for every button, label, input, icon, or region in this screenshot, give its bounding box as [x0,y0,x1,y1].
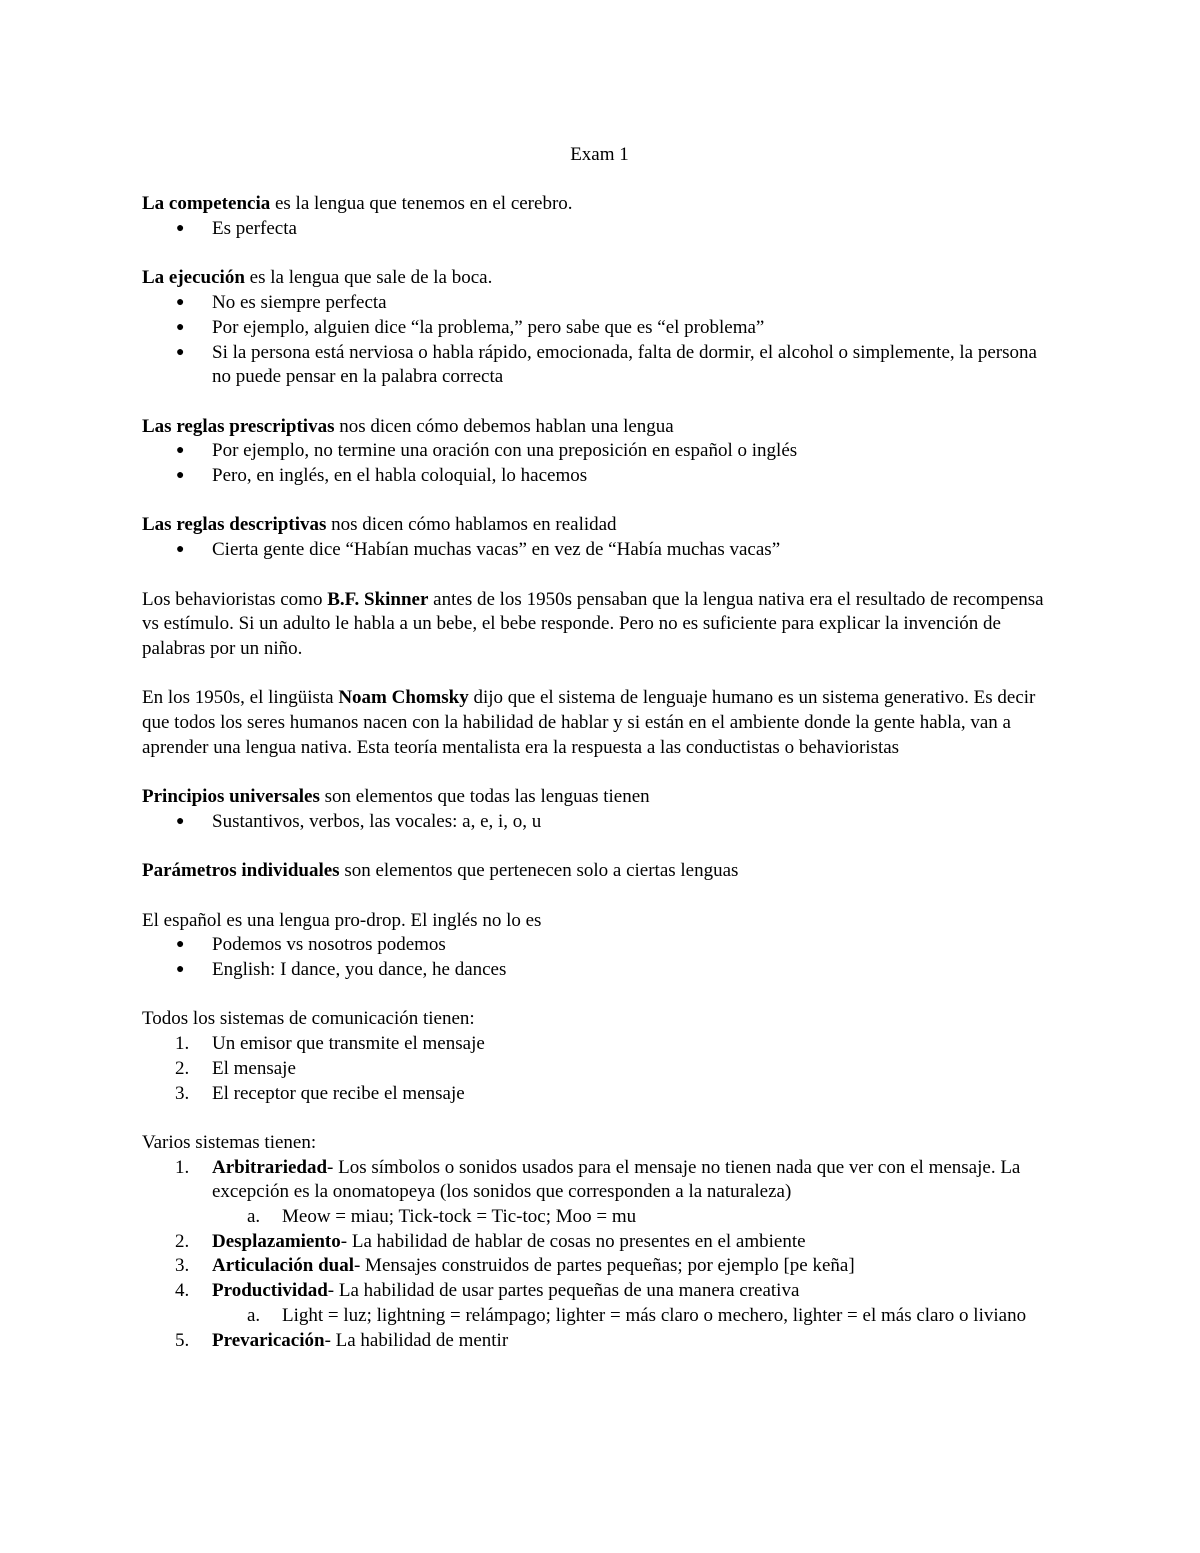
ejecucion-bullets [142,291,1057,390]
list-item: ● Por ejemplo, no termine una oración con una preposición en español o inglés [142,439,1057,464]
list-item: ● Por ejemplo, alguien dice “la problema,” pero sabe que es “el problema” [142,316,1057,341]
term-prescriptivas: Las reglas prescriptivas [142,415,335,437]
term-competencia: La competencia [142,193,271,215]
list-item: 3. Articulación dual- Mensajes construidos de partes pequeñas; por ejemplo [pe keña] [175,1255,855,1277]
sistemas-list [142,1032,1057,1106]
term-parametros: Parámetros individuales [142,860,340,882]
descriptivas-definition: Las reglas descriptivas nos dicen cómo hablamos en realidad [142,514,617,536]
list-item: ● Podemos vs nosotros podemos [142,933,1057,958]
principios-definition: Principios universales son elementos que todas las lenguas tienen [142,786,650,808]
list-item: 3. El receptor que recibe el mensaje [175,1082,465,1104]
competencia-definition: La competencia es la lengua que tenemos en el cerebro. [142,193,573,215]
sub-list-item: a. Meow = miau; Tick-tock = Tic-toc; Moo = mu [247,1206,637,1228]
ejecucion-definition: La ejecución es la lengua que sale de la boca. [142,267,493,289]
list-item: ● Si la persona está nerviosa o habla rápido, emocionada, falta de dormir, el alcohol o simplemente, la persona no puede pensar en la palabra correcta [142,341,1057,390]
sistemas-intro: Todos los sistemas de comunicación tienen: [142,1008,475,1030]
name-skinner: B.F. Skinner [327,588,429,610]
list-item: ● Es perfecta [142,217,1057,242]
parametros-definition: Parámetros individuales son elementos que pertenecen solo a ciertas lenguas [142,860,739,882]
principios-bullets [142,810,1057,835]
page-title: Exam 1 [570,144,629,165]
prescriptivas-definition: Las reglas prescriptivas nos dicen cómo debemos hablan una lengua [142,415,674,437]
list-item: ● Pero, en inglés, en el habla coloquial, lo hacemos [142,464,1057,489]
sub-list [212,1205,1057,1230]
list-item: 2. Desplazamiento- La habilidad de hablar de cosas no presentes en el ambiente [175,1230,806,1252]
list-item: 5. Prevaricación- La habilidad de mentir [175,1329,509,1351]
behavioristas-paragraph: Los behavioristas como B.F. Skinner antes de los 1950s pensaban que la lengua nativa era el resultado de recompensa vs estímulo. Si un adulto le habla a un bebe, el bebe responde. Pero no es suficiente para explicar la invención de palabras por un niño. [142,588,1044,659]
list-item: 4. Productividad- La habilidad de usar partes pequeñas de una manera creativa a. Light = luz; lightning = relámpago; lighter = más claro o mechero, lighter = el más claro o liviano [142,1279,1057,1328]
sub-list [212,1304,1057,1329]
name-chomsky: Noam Chomsky [338,687,469,709]
term-principios: Principios universales [142,786,320,808]
chomsky-paragraph: En los 1950s, el lingüista Noam Chomsky dijo que el sistema de lenguaje humano es un sistema generativo. Es decir que todos los seres humanos nacen con la habilidad de hablar y si están en el ambiente donde la gente habla, van a aprender una lengua nativa. Esta teoría mentalista era la respuesta a las conductistas o behavioristas [142,687,1036,758]
list-item: 2. El mensaje [175,1057,296,1079]
prodrop-bullets [142,933,1057,982]
prodrop-paragraph: El español es una lengua pro-drop. El inglés no lo es [142,909,542,931]
term-descriptivas: Las reglas descriptivas [142,514,327,536]
varios-list [142,1156,1057,1354]
sub-list-item: a. Light = luz; lightning = relámpago; lighter = más claro o mechero, lighter = el más claro o liviano [247,1304,1027,1326]
list-item: 1. Un emisor que transmite el mensaje [175,1033,485,1055]
list-item: 1. Arbitrariedad- Los símbolos o sonidos usados para el mensaje no tienen nada que ver con el mensaje. La excepción es la onomatopeya (los sonidos que corresponden a la naturaleza) a. Meow = miau; Tick-tock = Tic-toc; Moo = mu [142,1156,1057,1230]
list-item: ● English: I dance, you dance, he dances [142,958,1057,983]
list-item: ● Cierta gente dice “Habían muchas vacas” en vez de “Había muchas vacas” [142,538,1057,563]
document-body [142,143,1057,1353]
term-ejecucion: La ejecución [142,267,245,289]
competencia-bullets [142,217,1057,242]
varios-intro: Varios sistemas tienen: [142,1131,317,1153]
prescriptivas-bullets [142,439,1057,488]
descriptivas-bullets [142,538,1057,563]
list-item: ● No es siempre perfecta [142,291,1057,316]
list-item: ● Sustantivos, verbos, las vocales: a, e, i, o, u [142,810,1057,835]
